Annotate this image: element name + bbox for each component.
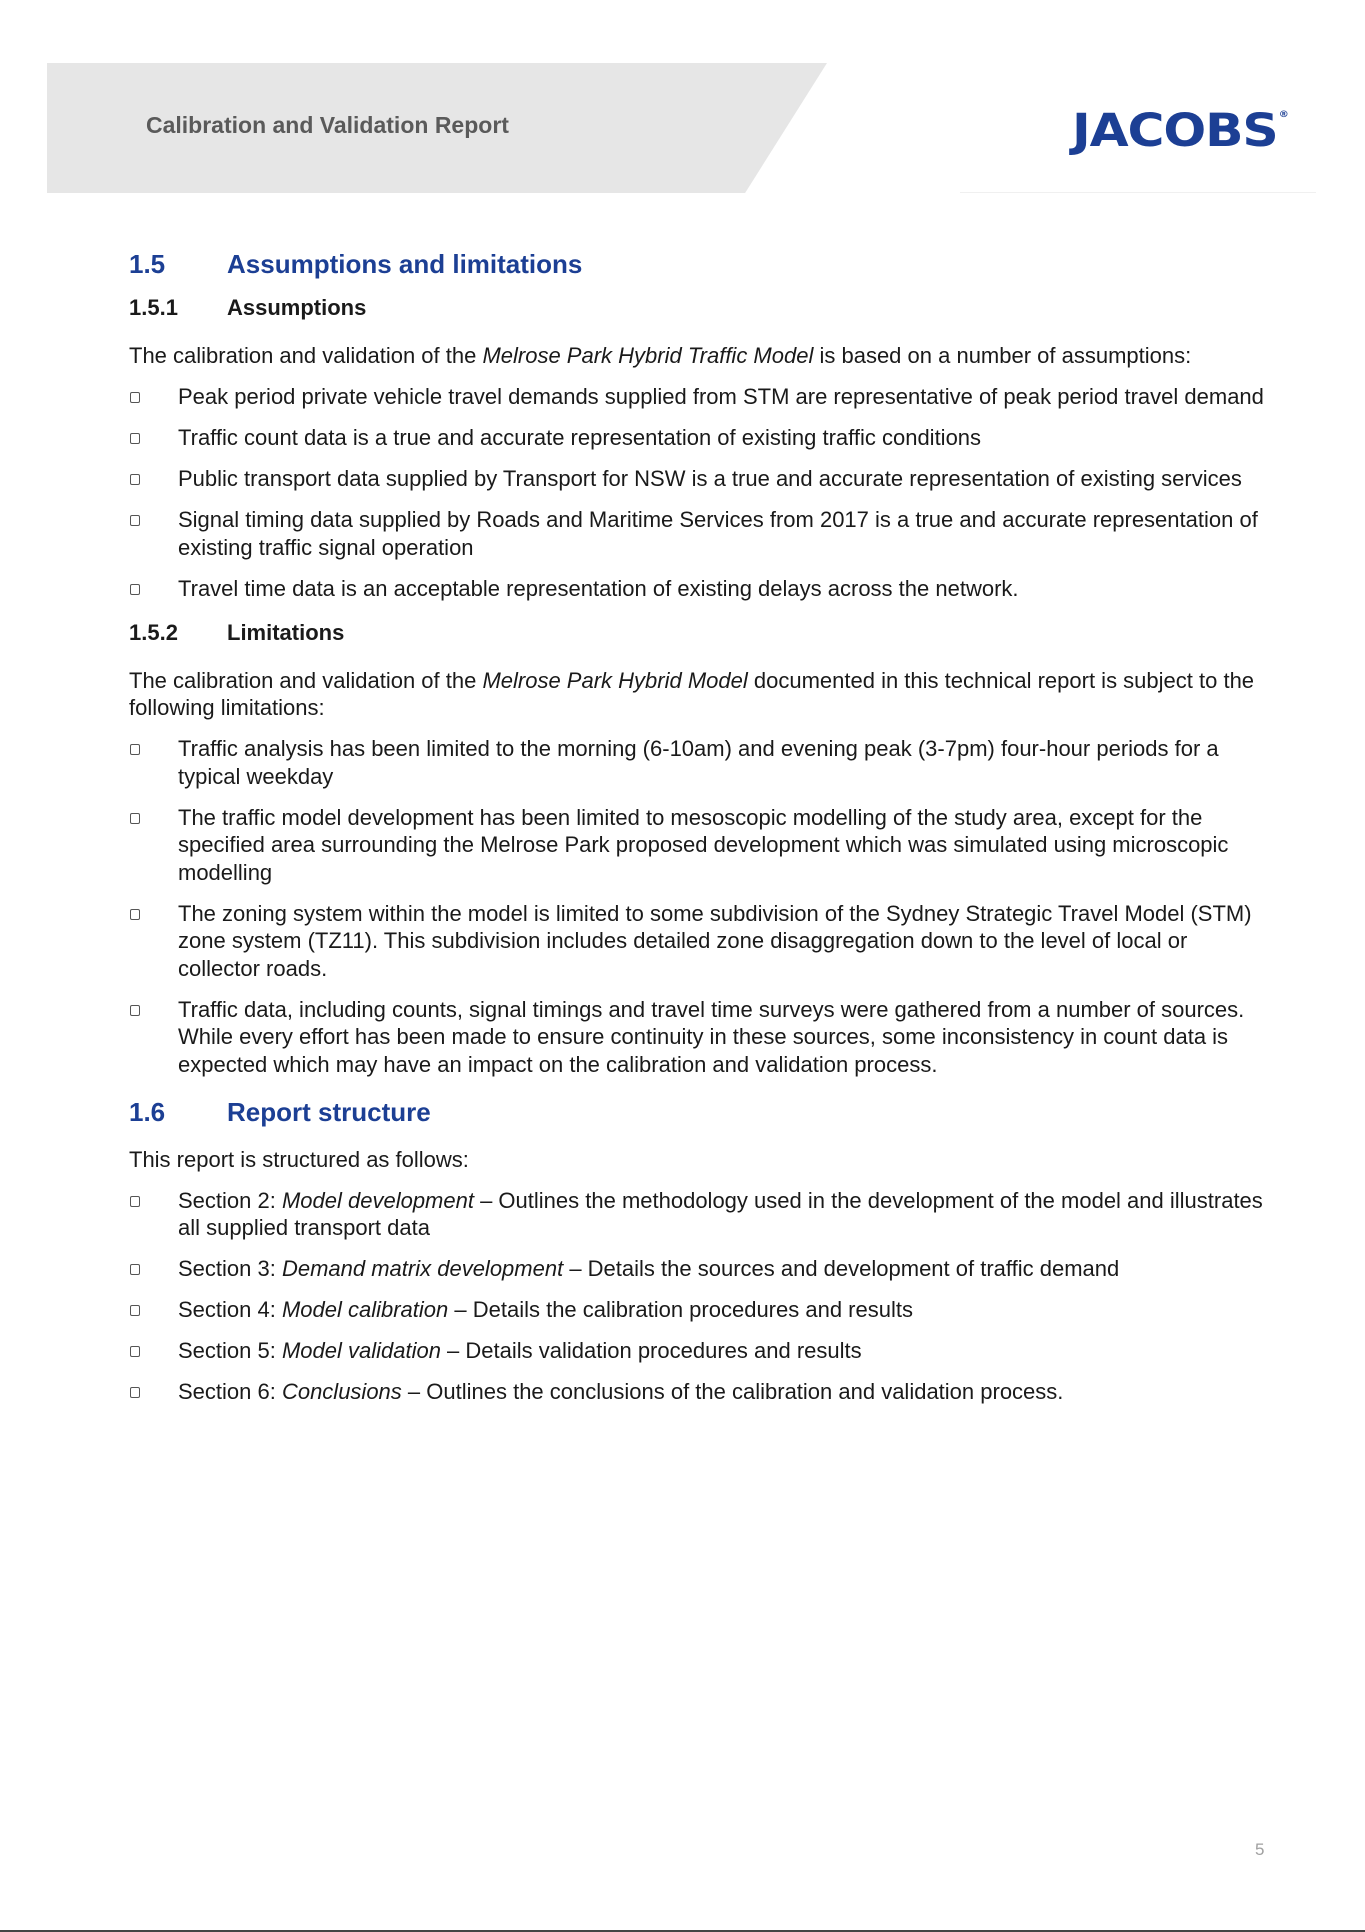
section-name: Conclusions <box>281 1379 402 1404</box>
list-item-text: Traffic count data is a true and accurate representation of existing traffic conditions <box>178 425 982 450</box>
checkbox-bullet-icon <box>130 474 140 485</box>
list-item <box>129 735 1269 790</box>
section-heading-1-5 <box>129 244 1269 284</box>
checkbox-bullet-icon <box>130 1005 140 1016</box>
list-item <box>129 1255 1269 1283</box>
limitations-list <box>129 735 1269 1078</box>
assumptions-intro <box>129 342 1269 370</box>
intro-text: documented in this technical report is subject to the following limitations: <box>129 667 1255 720</box>
model-name: Melrose Park Hybrid Model <box>482 667 748 693</box>
checkbox-bullet-icon <box>130 813 140 824</box>
list-item <box>129 804 1269 887</box>
header-divider <box>960 192 1316 193</box>
intro-text: The calibration and validation of the <box>129 667 483 693</box>
list-item <box>129 575 1269 603</box>
section-ref: Section 3: <box>178 1256 282 1281</box>
section-number: 1.6 <box>129 1096 166 1127</box>
list-item <box>129 1187 1269 1242</box>
page-content <box>129 244 1269 1419</box>
list-item-text: The zoning system within the model is limited to some subdivision of the Sydney Strategic Travel Model (STM) zone system (TZ11). This subdivision includes detailed zone disaggregation down to the level of local or collector roads. <box>178 900 1252 981</box>
checkbox-bullet-icon <box>130 392 140 403</box>
checkbox-bullet-icon <box>130 584 140 595</box>
structure-list <box>129 1187 1269 1406</box>
intro-text: is based on a number of assumptions: <box>813 343 1192 368</box>
subsection-title: Assumptions <box>227 295 367 320</box>
section-ref: Section 5: <box>178 1338 282 1363</box>
list-item <box>129 996 1269 1079</box>
section-description: – Outlines the conclusions of the calibration and validation process. <box>401 1379 1064 1404</box>
checkbox-bullet-icon <box>130 515 140 526</box>
section-name: Demand matrix development <box>281 1256 564 1281</box>
section-ref: Section 4: <box>178 1297 282 1322</box>
list-item-text: Travel time data is an acceptable representation of existing delays across the network. <box>178 575 1019 601</box>
checkbox-bullet-icon <box>130 1264 140 1275</box>
list-item <box>129 383 1269 411</box>
list-item <box>129 900 1269 983</box>
list-item-text: Signal timing data supplied by Roads and Maritime Services from 2017 is a true and accurate representation of existing traffic signal operation <box>178 507 1258 560</box>
subsection-heading-1-5-1 <box>129 291 1269 325</box>
section-description: – Outlines the methodology used in the development of the model and illustrates all supplied transport data <box>178 1187 1263 1240</box>
section-ref: Section 6: <box>178 1379 282 1404</box>
checkbox-bullet-icon <box>130 909 140 920</box>
section-ref: Section 2: <box>178 1187 282 1213</box>
section-description: – Details validation procedures and results <box>440 1338 862 1363</box>
assumptions-list <box>129 383 1269 602</box>
section-title: Report structure <box>227 1096 431 1127</box>
list-item-text: Traffic data, including counts, signal timings and travel time surveys were gathered from a number of sources. While every effort has been made to ensure continuity in these sources, some inconsistency in count data is expected which may have an impact on the calibration and validation process. <box>178 996 1245 1077</box>
section-number: 1.5 <box>129 249 166 279</box>
checkbox-bullet-icon <box>130 1196 140 1207</box>
checkbox-bullet-icon <box>130 1346 140 1357</box>
model-name: Melrose Park Hybrid Traffic Model <box>482 343 814 368</box>
subsection-number: 1.5.1 <box>129 295 178 320</box>
section-name: Model validation <box>281 1338 441 1363</box>
logo-text: JACOBS <box>1072 104 1278 157</box>
subsection-heading-1-5-2 <box>129 616 1269 650</box>
jacobs-logo <box>1072 104 1288 157</box>
header-title: Calibration and Validation Report <box>146 112 509 138</box>
list-item-text: Public transport data supplied by Transport for NSW is a true and accurate representation of existing services <box>178 466 1242 491</box>
list-item <box>129 1337 1269 1365</box>
registered-mark: ® <box>1278 110 1288 120</box>
list-item <box>129 1378 1269 1406</box>
section-title: Assumptions and limitations <box>227 249 583 279</box>
section-name: Model calibration <box>281 1297 449 1322</box>
intro-text: The calibration and validation of the <box>129 343 483 368</box>
structure-intro: This report is structured as follows: <box>129 1146 469 1172</box>
list-item <box>129 1296 1269 1324</box>
list-item <box>129 465 1269 493</box>
list-item-text: The traffic model development has been limited to mesoscopic modelling of the study area, except for the specified area surrounding the Melrose Park proposed development which was simulated using microscopic modelling <box>178 804 1229 885</box>
checkbox-bullet-icon <box>130 1387 140 1398</box>
page-number: 5 <box>1255 1840 1265 1859</box>
subsection-number: 1.5.2 <box>129 619 178 645</box>
section-description: – Details the calibration procedures and results <box>448 1297 913 1322</box>
checkbox-bullet-icon <box>130 744 140 755</box>
section-heading-1-6 <box>129 1092 1269 1132</box>
checkbox-bullet-icon <box>130 433 140 444</box>
section-description: – Details the sources and development of traffic demand <box>563 1256 1120 1281</box>
list-item <box>129 424 1269 452</box>
limitations-intro <box>129 667 1269 722</box>
checkbox-bullet-icon <box>130 1305 140 1316</box>
subsection-title: Limitations <box>227 619 345 645</box>
list-item <box>129 506 1269 561</box>
list-item-text: Traffic analysis has been limited to the morning (6-10am) and evening peak (3-7pm) four-hour periods for a typical weekday <box>178 736 1219 789</box>
section-name: Model development <box>281 1187 474 1213</box>
list-item-text: Peak period private vehicle travel demands supplied from STM are representative of peak period travel demand <box>178 384 1264 409</box>
